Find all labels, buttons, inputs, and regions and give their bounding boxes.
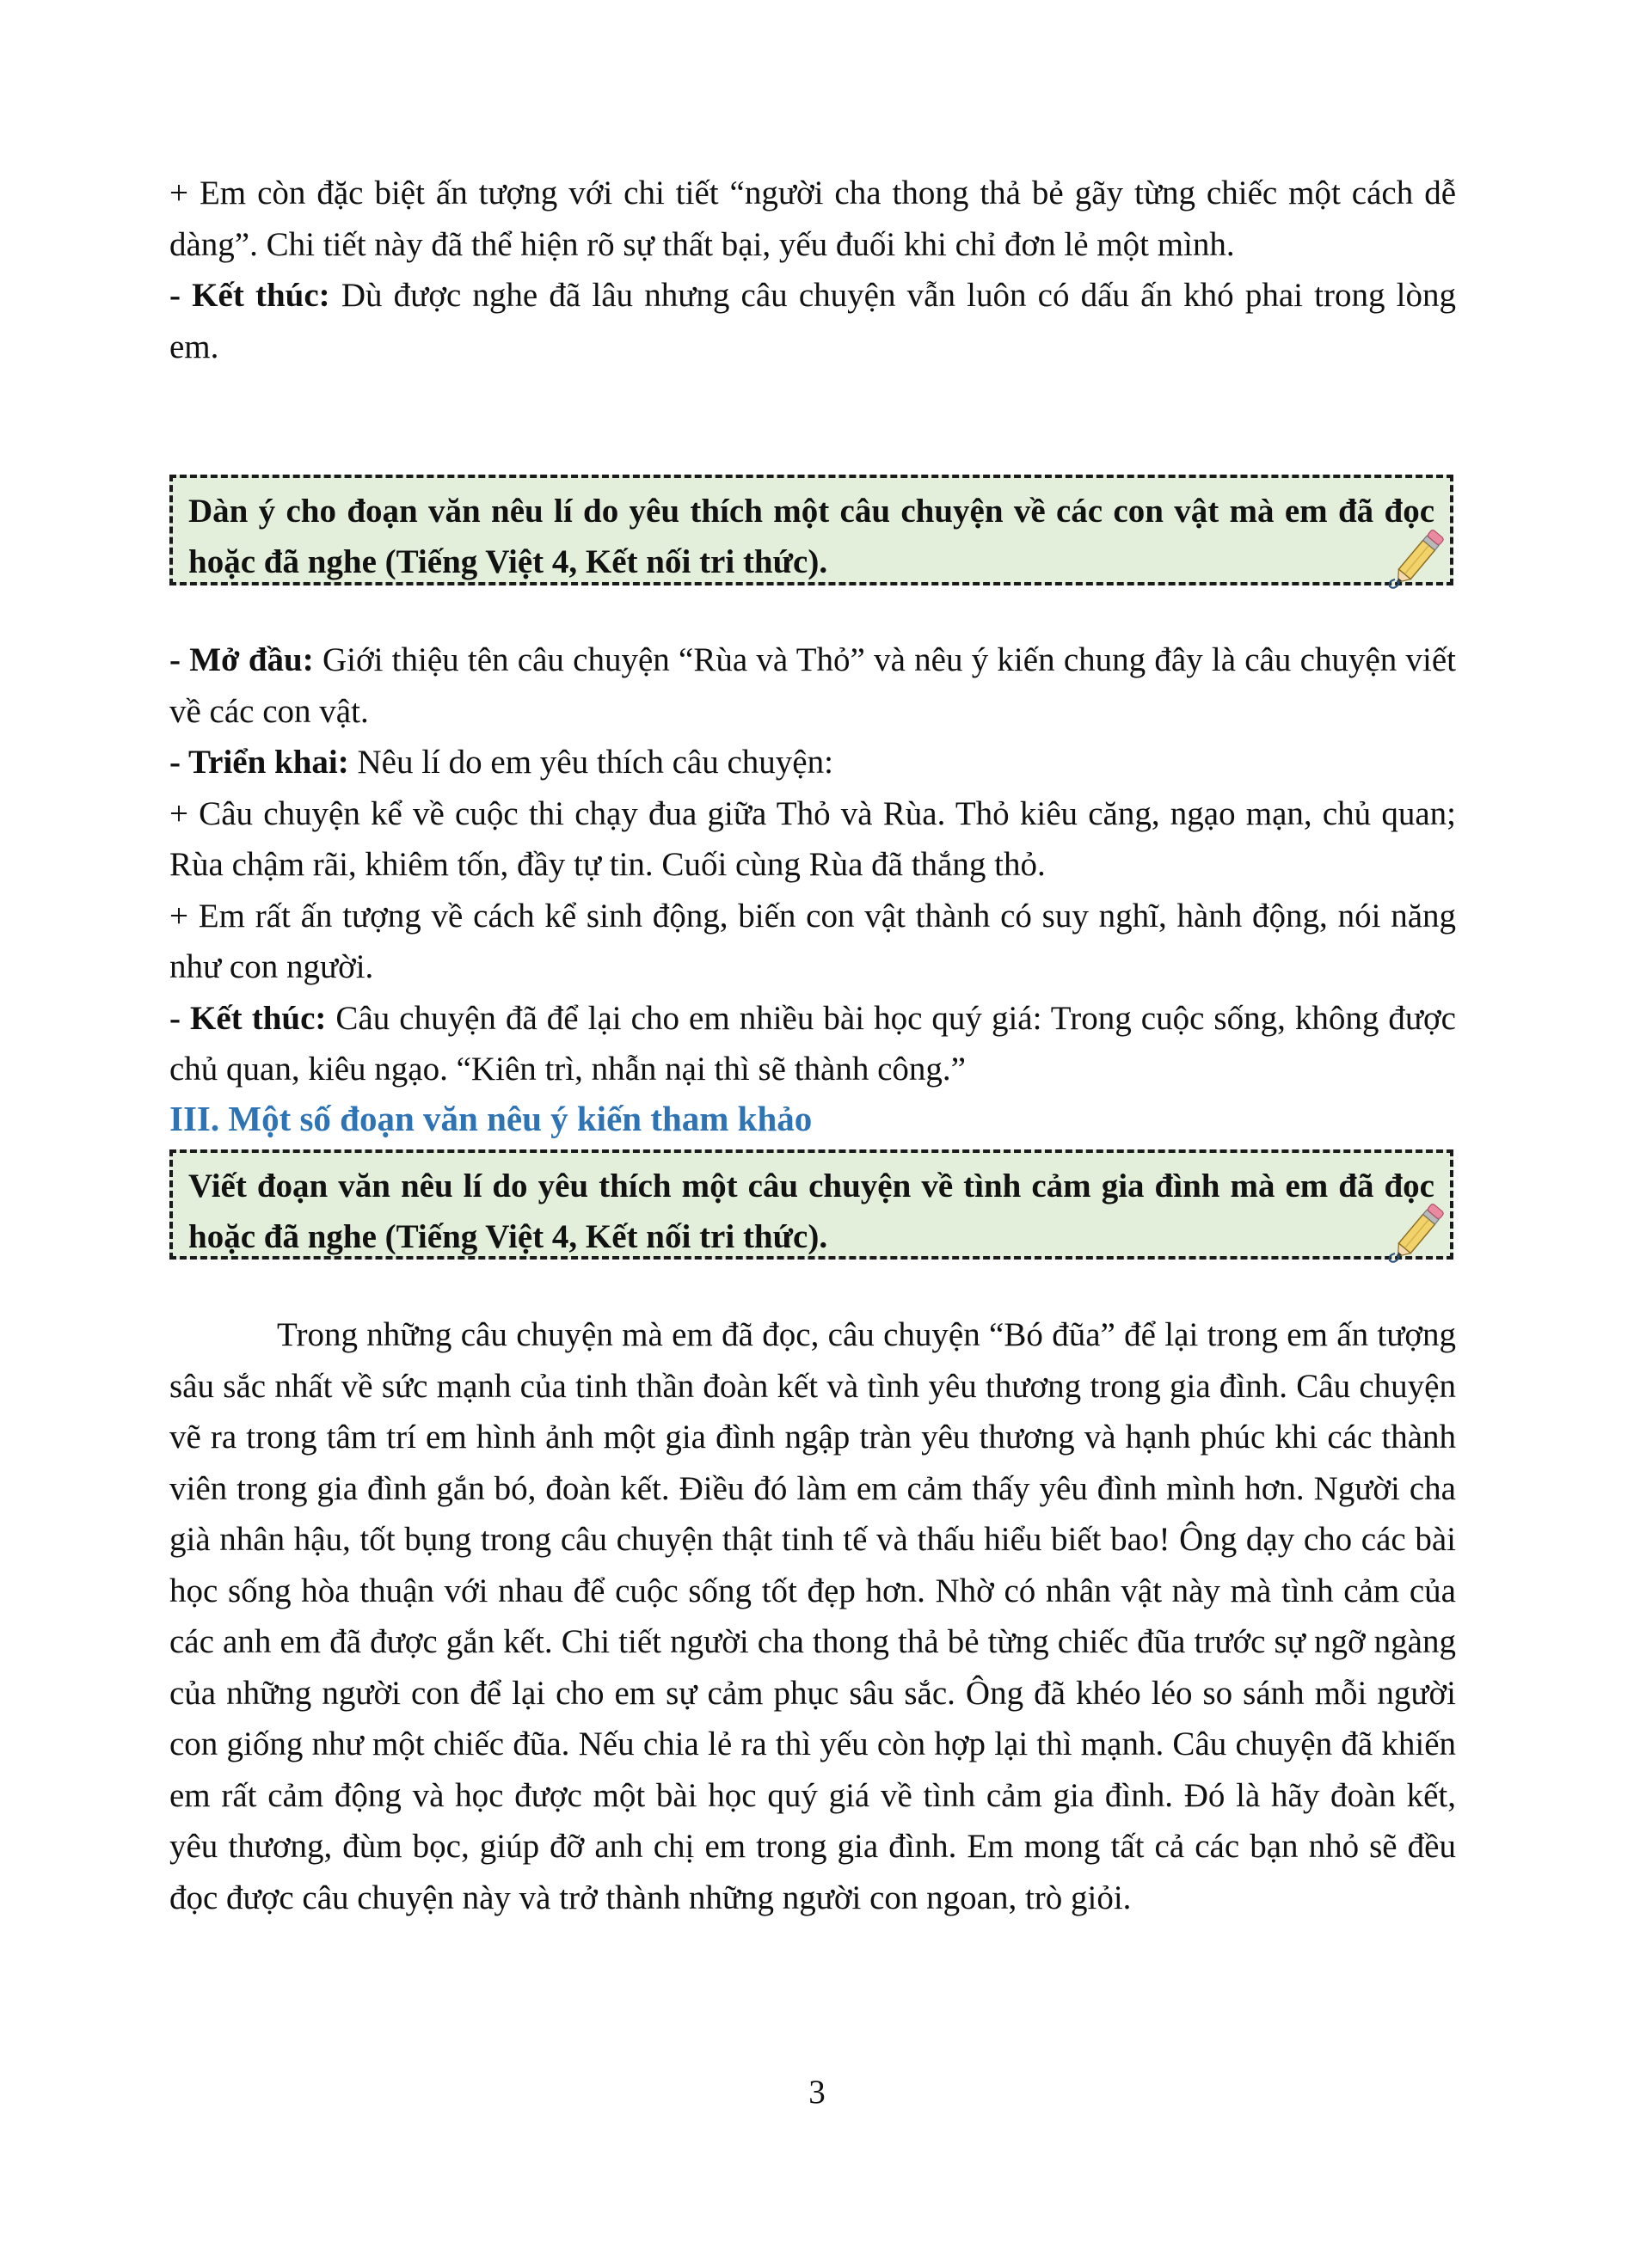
opening-paragraph — [169, 634, 1456, 737]
reason-one-paragraph: + Câu chuyện kể về cuộc thi chạy đua giữa Thỏ và Rùa. Thỏ kiêu căng, ngạo mạn, chủ quan; Rùa chậm rãi, khiêm tốn, đầy tự tin. Cuối cùng Rùa đã thắng thỏ. — [169, 794, 1456, 883]
body-text: Nêu lí do em yêu thích câu chuyện: — [348, 744, 833, 781]
essay-paragraph: Trong những câu chuyện mà em đã đọc, câu chuyện “Bó đũa” để lại trong em ấn tượng sâu sắc nhất về sức mạnh của tinh thần đoàn kết và tình yêu thương trong gia đình. Câu chuyện vẽ ra trong tâm trí em hình ảnh một gia đình ngập tràn yêu thương và hạnh phúc khi các thành viên trong gia đình gắn bó, đoàn kết. Điều đó làm em cảm thấy yêu đình mình hơn. Người cha già nhân hậu, tốt bụng trong câu chuyện thật tinh tế và thấu hiểu biết bao! Ông dạy cho các bài học sống hòa thuận với nhau để cuộc sống tốt đẹp hơn. Nhờ có nhân vật này mà tình cảm của các anh em đã được gắn kết. Chi tiết người cha thong thả bẻ từng chiếc đũa trước sự ngỡ ngàng của những người con để lại cho em sự cảm phục sâu sắc. Ông đã khéo léo so sánh mỗi người con giống như một chiếc đũa. Nếu chia lẻ ra thì yếu còn hợp lại thì mạnh. Câu chuyện đã khiến em rất cảm động và học được một bài học quý giá về tình cảm gia đình. Đó là hãy đoàn kết, yêu thương, đùm bọc, giúp đỡ anh chị em trong gia đình. Em mong tất cả các bạn nhỏ sẽ đều đọc được câu chuyện này và trở thành những người con ngoan, trò giỏi. — [169, 1316, 1456, 1916]
top-continuation — [169, 168, 1456, 372]
detail-paragraph: + Em còn đặc biệt ấn tượng với chi tiết “người cha thong thả bẻ gãy từng chiếc một cách dễ dàng”. Chi tiết này đã thể hiện rõ sự thất bại, yếu đuối khi chỉ đơn lẻ một mình. — [169, 175, 1456, 263]
conclusion-paragraph — [169, 993, 1456, 1095]
ending-label: - Kết thúc: — [169, 277, 330, 314]
ending-text: Dù được nghe đã lâu nhưng câu chuyện vẫn luôn có dấu ấn khó phai trong lòng em. — [169, 277, 1456, 365]
pencil-icon — [1385, 1197, 1453, 1270]
conclusion-label: - Kết thúc: — [169, 999, 327, 1037]
reason-two-paragraph: + Em rất ấn tượng về cách kể sinh động, biến con vật thành có suy nghĩ, hành động, nói năng như con người. — [169, 897, 1456, 985]
outline-title-box — [169, 475, 1453, 585]
body-intro-paragraph — [169, 737, 1456, 788]
outline-title: Dàn ý cho đoạn văn nêu lí do yêu thích một câu chuyện về các con vật mà em đã đọc hoặc đã nghe (Tiếng Việt 4, Kết nối tri thức). — [188, 493, 1434, 580]
ending-paragraph — [169, 270, 1456, 372]
outline-section — [169, 634, 1456, 1095]
page-number: 3 — [808, 2074, 826, 2111]
conclusion-text: Câu chuyện đã để lại cho em nhiều bài học quý giá: Trong cuộc sống, không được chủ quan, kiêu ngạo. “Kiên trì, nhẫn nại thì sẽ thành công.” — [169, 999, 1456, 1088]
sample-essay — [169, 1309, 1456, 1923]
opening-label: - Mở đầu: — [169, 641, 314, 678]
body-label: - Triển khai: — [169, 744, 349, 781]
opening-text: Giới thiệu tên câu chuyện “Rùa và Thỏ” và nêu ý kiến chung đây là câu chuyện viết về các con vật. — [169, 641, 1457, 730]
section-heading: III. Một số đoạn văn nêu ý kiến tham khảo — [169, 1099, 813, 1138]
essay-title: Viết đoạn văn nêu lí do yêu thích một câu chuyện về tình cảm gia đình mà em đã đọc hoặc đã nghe (Tiếng Việt 4, Kết nối tri thức). — [188, 1168, 1434, 1255]
essay-title-box — [169, 1149, 1453, 1260]
pencil-icon — [1385, 523, 1453, 596]
